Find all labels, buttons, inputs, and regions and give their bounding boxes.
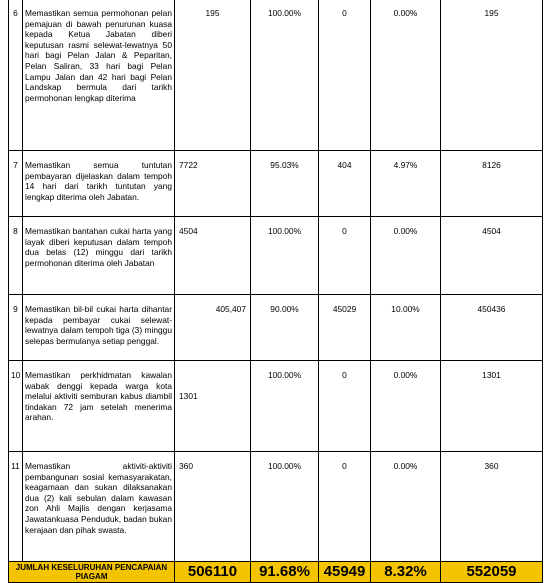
row-total: 450436: [441, 295, 543, 361]
row-total: 1301: [441, 361, 543, 452]
achieved-percent: 100.00%: [251, 452, 319, 562]
summary-not-achieved-percent: 8.32%: [371, 562, 441, 583]
table-row: [9, 217, 543, 295]
table-row: [9, 452, 543, 562]
not-achieved-percent: 10.00%: [371, 295, 441, 361]
row-total: 195: [441, 0, 543, 151]
achieved-count: 1301: [175, 361, 251, 452]
table-row: [9, 0, 543, 151]
not-achieved-count: 45029: [319, 295, 371, 361]
not-achieved-percent: 4.97%: [371, 151, 441, 217]
achieved-count: 195: [175, 0, 251, 151]
achieved-percent: 95.03%: [251, 151, 319, 217]
row-description: Memastikan semua permohonan pelan pemajuan di bawah penurunan kuasa kepada Ketua Jabatan diberi keputusan rasmi selewat-lewatnya 50 hari bagi Pelan Jalan & Peparitan, Pelan Saliran, 33 hari bagi Pelan Lampu Jalan dan 42 hari bagi Pelan Landskap bermula dari tarikh permohonan lengkap diterima: [23, 0, 175, 151]
summary-row: [9, 562, 543, 583]
summary-label: JUMLAH KESELURUHAN PENCAPAIAN PIAGAM: [9, 562, 175, 583]
not-achieved-count: 0: [319, 452, 371, 562]
achieved-percent: 100.00%: [251, 217, 319, 295]
summary-achieved-percent: 91.68%: [251, 562, 319, 583]
achieved-count: 360: [175, 452, 251, 562]
row-description: Memastikan semua tuntutan pembayaran dijelaskan dalam tempoh 14 hari dari tarikh tuntutan yang lengkap diterima oleh Jabatan.: [23, 151, 175, 217]
charter-performance-table: [8, 0, 543, 583]
summary-total: 552059: [441, 562, 543, 583]
achieved-percent: 100.00%: [251, 361, 319, 452]
row-number: 10: [9, 361, 23, 452]
achieved-percent: 90.00%: [251, 295, 319, 361]
row-description: Memastikan perkhidmatan kawalan wabak denggi kepada warga kota melalui aktiviti semburan kabus diambil tindakan 72 jam setelah menerima arahan.: [23, 361, 175, 452]
not-achieved-count: 0: [319, 217, 371, 295]
not-achieved-count: 404: [319, 151, 371, 217]
achieved-percent: 100.00%: [251, 0, 319, 151]
row-description: Memastikan bantahan cukai harta yang layak diberi keputusan dalam tempoh dua belas (12) minggu dari tarikh permohonan diterima oleh Jabatan: [23, 217, 175, 295]
row-description: Memastikan aktiviti-aktiviti pembangunan sosial kemasyarakatan, keagamaan dan sukan dilaksanakan dua (2) kali sebulan dalam kawasan zon Ahli Majlis dengan kerjasama Jawatankuasa Penduduk, badan bukan kerajaan dan pihak swasta.: [23, 452, 175, 562]
row-total: 8126: [441, 151, 543, 217]
row-number: 7: [9, 151, 23, 217]
row-number: 8: [9, 217, 23, 295]
not-achieved-count: 0: [319, 361, 371, 452]
row-description: Memastikan bil-bil cukai harta dihantar kepada pembayar cukai selewat-lewatnya dalam tempoh tiga (3) minggu selepas bermulanya setiap penggal.: [23, 295, 175, 361]
row-total: 4504: [441, 217, 543, 295]
summary-not-achieved-count: 45949: [319, 562, 371, 583]
not-achieved-percent: 0.00%: [371, 0, 441, 151]
row-number: 11: [9, 452, 23, 562]
not-achieved-percent: 0.00%: [371, 361, 441, 452]
achieved-count: 7722: [175, 151, 251, 217]
not-achieved-percent: 0.00%: [371, 452, 441, 562]
table-row: [9, 151, 543, 217]
row-total: 360: [441, 452, 543, 562]
achieved-count: 4504: [175, 217, 251, 295]
table-row: [9, 295, 543, 361]
summary-achieved-count: 506110: [175, 562, 251, 583]
not-achieved-percent: 0.00%: [371, 217, 441, 295]
row-number: 9: [9, 295, 23, 361]
not-achieved-count: 0: [319, 0, 371, 151]
row-number: 6: [9, 0, 23, 151]
achieved-count: 405,407: [175, 295, 251, 361]
table-row: [9, 361, 543, 452]
